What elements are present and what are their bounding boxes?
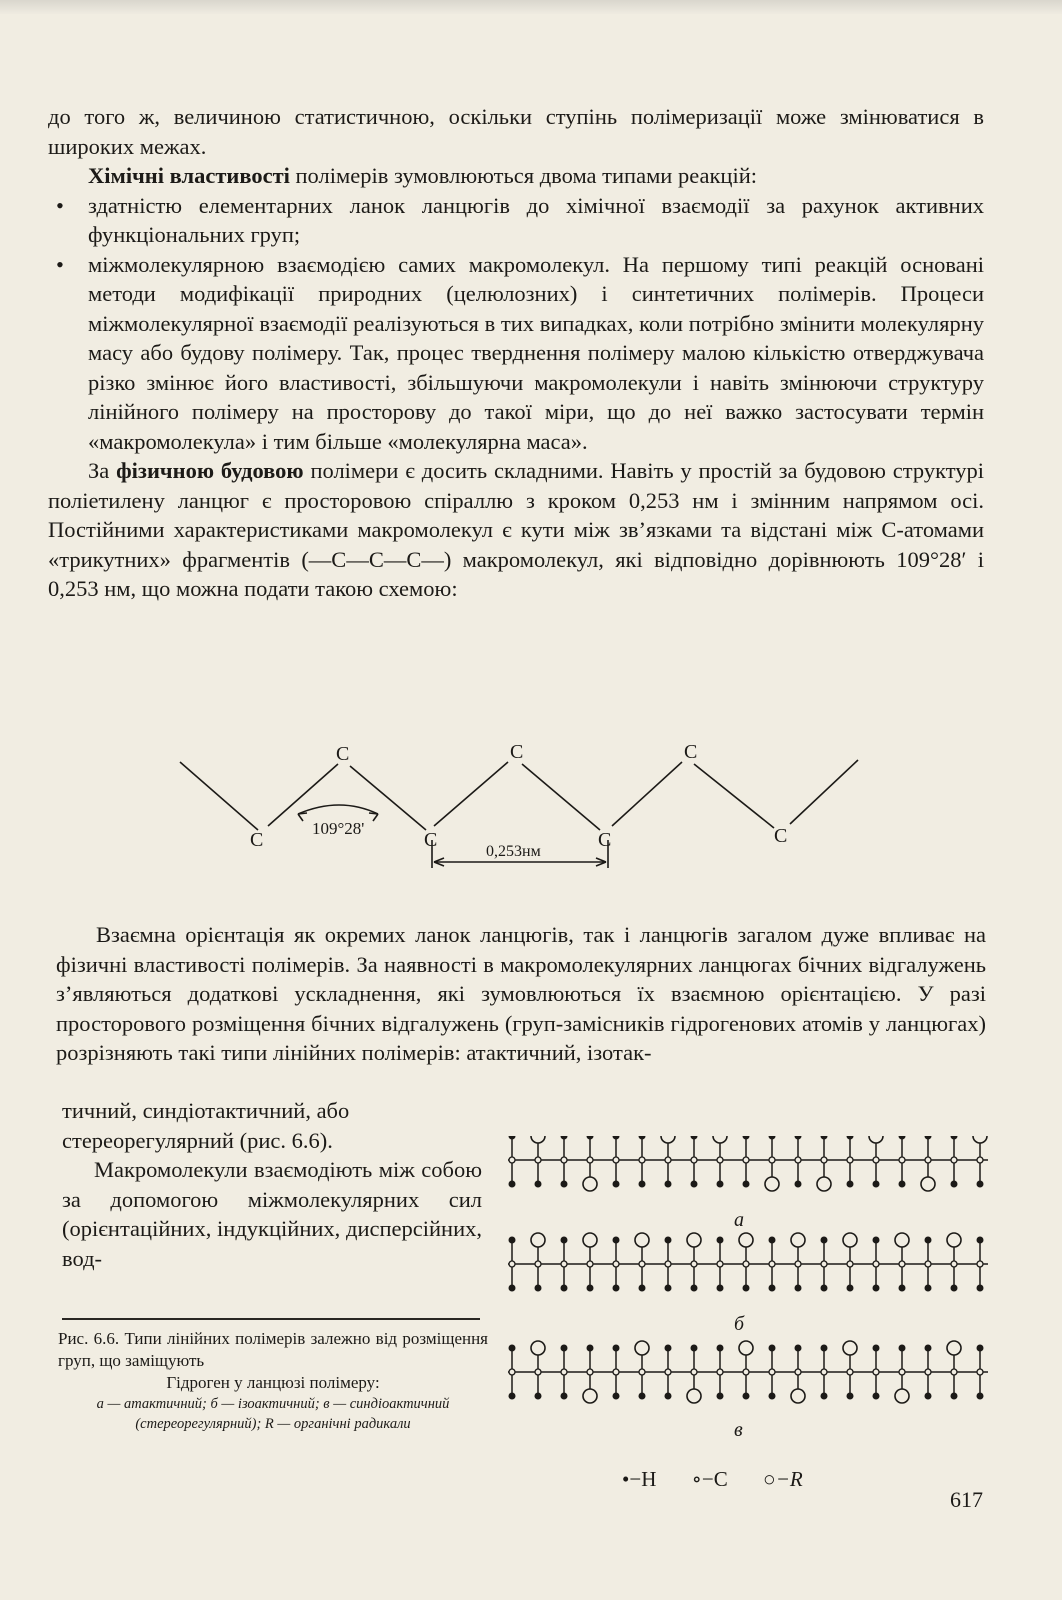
bullet-1-text: здатністю елементарних ланок ланцюгів до хімічної взаємодії за рахунок активних функціональних груп;	[88, 192, 984, 247]
bullet-item-1	[48, 191, 984, 250]
main-text-lower	[56, 920, 986, 1068]
bond-line	[268, 764, 338, 826]
figure-legend	[622, 1467, 803, 1492]
bullet-icon: •	[56, 192, 64, 218]
chain-atactic	[508, 1136, 988, 1191]
angle-label: 109°28'	[312, 819, 365, 838]
paragraph-chemical-text: полімерів зумовлюються двома типами реакцій:	[289, 163, 757, 188]
atom-label: C	[598, 829, 612, 851]
bond-line	[434, 762, 508, 826]
paragraph-physical-text: полімери є досить складними. Навіть у простій за будовою структурі поліетилену ланцюг є просторовою спіраллю з кроком 0,253 нм і змінним напрямом осі. Постійними характеристиками макромолекул є кути між зв’язками та відстані між С-атомами «трикутних» фрагментів (—С—С—С—) макромолекул, які відповідно дорівнюють 109°28′ і 0,253 нм, що можна подати такою схемою:	[48, 458, 984, 601]
distance-label: 0,253нм	[486, 843, 541, 860]
page-number: 617	[950, 1487, 983, 1512]
legend-carbon: ∘−C	[691, 1467, 728, 1491]
bullet-2-text: міжмолекулярною взаємодією самих макромолекул. На першому типі реакцій основані методи модифікації природних (целюлозних) і синтетичних полімерів. Процеси міжмолекулярної взаємодії реалізуються в тих випадках, коли потрібно змінити молекулярну масу або будову полімеру. Так, процес тверднення полімеру малою кількістю отверджувача різко змінює його властивості, збільшуючи макромолекули і навіть змінюючи структуру лінійного полімеру на просторову до такої міри, що до неї важко застосувати термін «макромолекула» і тим більше «молекулярна маса».	[88, 251, 984, 454]
figure-caption	[58, 1328, 488, 1434]
term-chemical-properties: Хімічні властивості	[88, 163, 290, 188]
caption-legend: а — атактичний; б — ізоактичний; в — синдіоактичний (стереорегулярний); R — органічні радикали	[96, 1396, 450, 1432]
paragraph-physical	[48, 456, 984, 604]
angle-arrow-left	[298, 813, 307, 821]
chain-isotactic	[508, 1233, 988, 1292]
paragraph-physical-start: За	[88, 458, 117, 483]
bond-line	[694, 764, 774, 828]
bullet-item-2	[48, 250, 984, 457]
caption-subtitle: Гідроген у ланцюзі полімеру:	[166, 1373, 380, 1392]
caption-title: Рис. 6.6. Типи лінійних полімерів залежно від розміщення груп, що заміщують	[58, 1329, 488, 1370]
paragraph-0: до того ж, величиною статистичною, оскільки ступінь полімеризації може змінюватися в широких межах.	[48, 104, 984, 159]
bond-line	[180, 762, 258, 830]
page-top-edge	[0, 0, 1062, 14]
chain-label-v: в	[734, 1419, 743, 1441]
atom-label: C	[774, 825, 788, 847]
paragraph-orientation: Взаємна орієнтація як окремих ланок ланцюгів, так і ланцюгів загалом дуже впливає на фізичні властивості полімерів. За наявності в макромолекулярних ланцюгах бічних відгалужень з’являються додаткові ускладнення, які зумовлюються їх взаємною орієнтацією. У разі просторового розміщення бічних відгалужень (груп-замісників гідрогенових атомів у ланцюгах) розрізняють такі типи лінійних полімерів: атактичний, ізотак-	[56, 922, 986, 1065]
legend-hydrogen: •−H	[622, 1467, 657, 1491]
chain-label-a: а	[734, 1209, 744, 1231]
atom-label: C	[684, 741, 698, 763]
atom-label: C	[250, 829, 264, 851]
paragraph-orientation-cont: тичний, синдіотактичний, або стереорегулярний (рис. 6.6).	[62, 1098, 350, 1153]
term-physical-structure: фізичною будовою	[116, 458, 304, 483]
chain-label-b: б	[734, 1313, 745, 1335]
paragraph-interaction: Макромолекули взаємодіють між собою за допомогою міжмолекулярних сил (орієнтаційних, індукційних, дисперсійних, вод-	[62, 1157, 482, 1271]
paragraph-chemical	[48, 161, 984, 191]
main-text	[48, 102, 984, 604]
atom-label: C	[336, 743, 350, 765]
polymer-chains-figure	[502, 1136, 1002, 1466]
footnote-rule	[62, 1318, 480, 1320]
legend-radical: ○−R	[763, 1467, 803, 1491]
carbon-chain-diagram	[170, 722, 870, 877]
bullet-icon: •	[56, 251, 64, 277]
bond-line	[522, 764, 600, 830]
lower-left-text	[62, 1096, 482, 1273]
atom-label: C	[510, 741, 524, 763]
bond-line	[612, 762, 682, 826]
chain-syndiotactic	[508, 1341, 988, 1403]
atom-label: C	[424, 829, 438, 851]
angle-arc	[298, 805, 378, 814]
bond-line	[790, 760, 858, 824]
angle-arrow-right	[369, 813, 378, 821]
